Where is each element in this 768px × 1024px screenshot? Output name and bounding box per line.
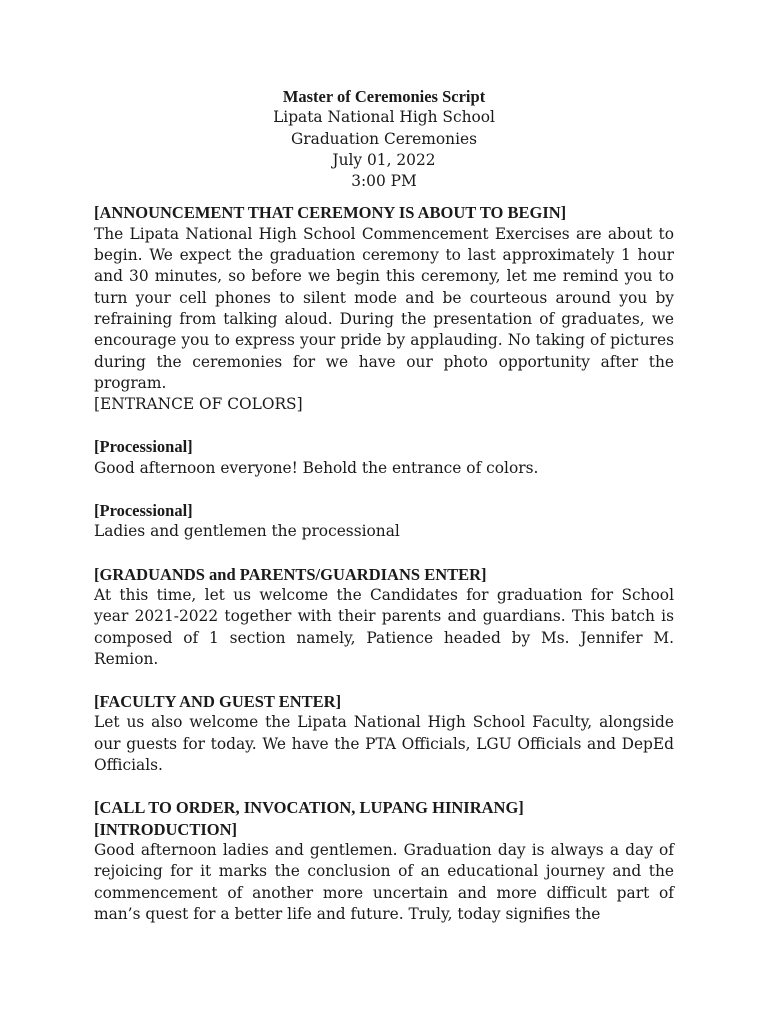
section-heading: [FACULTY AND GUEST ENTER] (94, 692, 342, 712)
section-body: Good afternoon ladies and gentlemen. Graduation day is always a day of rejoicing for it marks the conclusion of an educational journey and the commencement of another more uncertain and more difficult part of man’s quest for a better life and future. Truly, today signifies the (94, 840, 674, 923)
section-subheading: [INTRODUCTION] (94, 819, 238, 839)
section-processional-1 (94, 436, 674, 479)
section-heading: [CALL TO ORDER, INVOCATION, LUPANG HINIRANG] (94, 798, 524, 818)
section-note: [ENTRANCE OF COLORS] (94, 395, 303, 414)
event-date: July 01, 2022 (332, 150, 436, 169)
document-page (94, 86, 674, 946)
document-header (94, 86, 674, 192)
section-body: At this time, let us welcome the Candidates for graduation for School year 2021-2022 together with their parents and guardians. This batch is composed of 1 section namely, Patience headed by Ms. Jennifer M. Remion. (94, 585, 674, 668)
event-time: 3:00 PM (351, 172, 417, 191)
section-body: Ladies and gentlemen the processional (94, 522, 400, 541)
section-graduands (94, 564, 674, 670)
section-body: The Lipata National High School Commencement Exercises are about to begin. We expect the graduation ceremony to last approximately 1 hour and 30 minutes, so before we begin this ceremony, let me remind you to turn your cell phones to silent mode and be courteous around you by refraining from talking aloud. During the presentation of graduates, we encourage you to express your pride by applauding. No taking of pictures during the ceremonies for we have our photo opportunity after the program. (94, 224, 674, 392)
section-body: Let us also welcome the Lipata National High School Faculty, alongside our guests for today. We have the PTA Officials, LGU Officials and DepEd Officials. (94, 713, 674, 775)
section-call-to-order (94, 797, 674, 925)
document-title: Master of Ceremonies Script (282, 87, 486, 106)
section-processional-2 (94, 500, 674, 543)
school-name: Lipata National High School (273, 108, 495, 127)
event-name: Graduation Ceremonies (291, 129, 477, 148)
section-heading: [Processional] (94, 437, 193, 457)
section-faculty (94, 691, 674, 776)
section-heading: [Processional] (94, 501, 193, 521)
section-announcement (94, 202, 674, 415)
section-heading: [ANNOUNCEMENT THAT CEREMONY IS ABOUT TO BEGIN] (94, 203, 567, 223)
section-heading: [GRADUANDS and PARENTS/GUARDIANS ENTER] (94, 564, 487, 584)
section-body: Good afternoon everyone! Behold the entrance of colors. (94, 458, 539, 477)
